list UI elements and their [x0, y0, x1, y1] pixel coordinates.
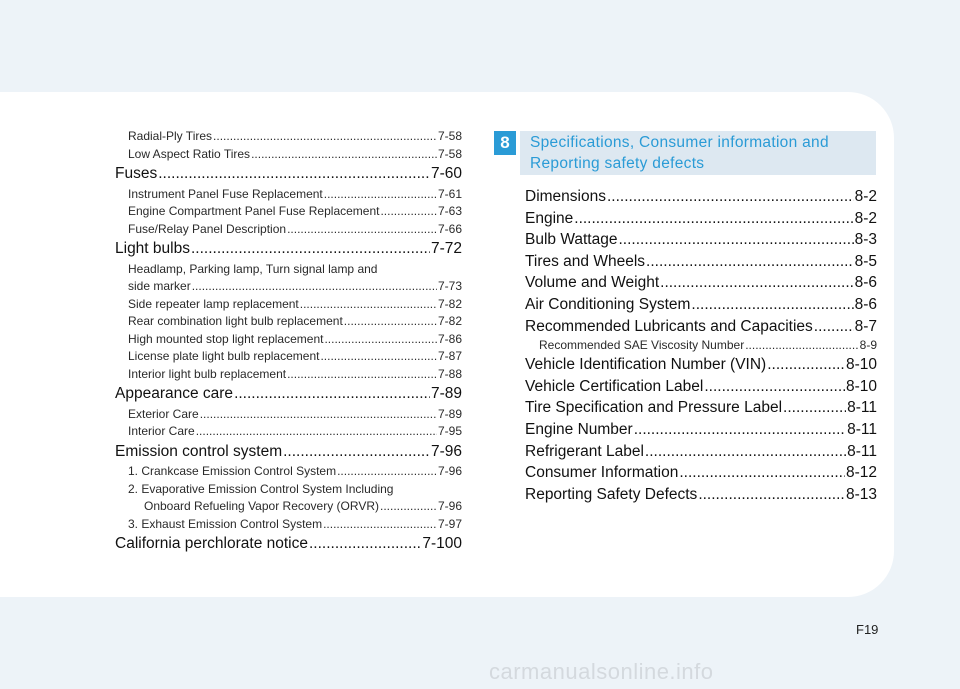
section-page: 8-2 [854, 188, 877, 205]
toc-section[interactable] [525, 294, 877, 316]
section-label: Engine Number [525, 420, 633, 438]
toc-entry[interactable] [115, 423, 462, 441]
entry-page: 7-82 [437, 314, 462, 328]
entry-label: Fuse/Relay Panel Description [128, 221, 287, 236]
entry-page: 7-63 [437, 204, 462, 218]
toc-entry[interactable] [115, 406, 462, 424]
entry-label: 1. Crankcase Emission Control System [128, 464, 337, 478]
section-page: 8-12 [845, 464, 877, 482]
entry-page: 7-88 [437, 366, 462, 381]
toc-section[interactable] [115, 383, 462, 406]
toc-entry[interactable] [115, 348, 462, 366]
section-page: 7-60 [430, 165, 462, 182]
section-label: California perchlorate notice [115, 535, 308, 552]
entry-label: Onboard Refueling Vapor Recovery (ORVR) [144, 499, 379, 513]
entry-page: 7-66 [437, 221, 462, 236]
toc-section[interactable] [115, 533, 462, 556]
entry-label: License plate light bulb replacement [128, 349, 320, 363]
section-page: 7-100 [422, 535, 462, 552]
entry-label: Exterior Care [128, 406, 199, 421]
toc-section[interactable] [525, 354, 877, 376]
toc-section[interactable] [525, 462, 877, 484]
entry-page: 8-9 [859, 338, 877, 353]
section-page: 8-11 [847, 420, 877, 438]
entry-label: Rear combination light bulb replacement [128, 314, 343, 328]
toc-entry[interactable] [115, 296, 462, 314]
entry-page: 7-58 [437, 129, 462, 143]
section-page: 8-7 [854, 317, 877, 335]
section-page: 8-10 [845, 377, 877, 395]
section-label: Air Conditioning System [525, 295, 691, 313]
section-label: Volume and Weight [525, 274, 660, 292]
entry-label: 3. Exhaust Emission Control System [128, 516, 323, 531]
toc-section[interactable] [525, 397, 877, 419]
section-page: 8-5 [854, 252, 877, 270]
toc-entry[interactable] [115, 128, 462, 146]
section-label: Fuses [115, 165, 158, 182]
entry-page: 7-96 [437, 499, 462, 513]
toc-entry[interactable] [115, 146, 462, 164]
entry-page: 7-61 [437, 186, 462, 201]
toc-section[interactable] [525, 251, 877, 273]
entry-label: Engine Compartment Panel Fuse Replacement [128, 204, 380, 218]
toc-entry[interactable] [115, 203, 462, 221]
toc-entry-line[interactable]: Headlamp, Parking lamp, Turn signal lamp and [128, 261, 378, 276]
chapter-title [520, 131, 876, 175]
toc-section[interactable] [525, 186, 877, 208]
entry-label: side marker [128, 279, 191, 293]
toc-entry[interactable] [115, 313, 462, 331]
toc-entry[interactable] [115, 278, 462, 296]
entry-label: Instrument Panel Fuse Replacement [128, 186, 323, 201]
section-page: 7-89 [430, 385, 462, 402]
entry-page: 7-97 [437, 516, 462, 531]
section-label: Recommended Lubricants and Capacities [525, 317, 813, 335]
entry-page: 7-73 [437, 279, 462, 293]
chapter-title-line: Reporting safety defects [530, 154, 705, 172]
toc-entry[interactable] [115, 186, 462, 204]
entry-label: Recommended SAE Viscosity Number [539, 338, 745, 353]
toc-section[interactable] [525, 208, 877, 230]
entry-page: 7-58 [437, 146, 462, 161]
entry-label: High mounted stop light replacement [128, 331, 324, 346]
toc-section[interactable] [525, 376, 877, 398]
section-label: Bulb Wattage [525, 231, 618, 249]
watermark: carmanualsonline.info [489, 659, 714, 684]
entry-page: 7-82 [437, 296, 462, 311]
entry-label: Low Aspect Ratio Tires [128, 146, 251, 161]
toc-entry[interactable] [115, 463, 462, 481]
toc-entry[interactable] [115, 331, 462, 349]
section-page: 8-11 [847, 399, 877, 417]
entry-page: 7-96 [437, 464, 462, 478]
section-label: Reporting Safety Defects [525, 485, 698, 503]
toc-left-column [115, 128, 462, 556]
section-label: Engine [525, 209, 574, 227]
entry-page: 7-89 [437, 406, 462, 421]
toc-entry[interactable] [115, 221, 462, 239]
entry-label: Side repeater lamp replacement [128, 296, 299, 311]
entry-label: Interior light bulb replacement [128, 366, 287, 381]
entry-page: 7-95 [437, 424, 462, 438]
section-page: 7-96 [430, 442, 462, 460]
entry-page: 7-87 [437, 349, 462, 363]
section-page: 8-2 [854, 209, 877, 227]
chapter-number-badge: 8 [494, 131, 516, 155]
toc-section[interactable] [115, 163, 462, 186]
toc-section[interactable] [525, 419, 877, 441]
toc-entry[interactable] [115, 516, 462, 534]
section-label: Dimensions [525, 188, 606, 205]
section-label: Consumer Information [525, 464, 679, 482]
toc-entry[interactable] [525, 337, 877, 354]
toc-section[interactable] [115, 441, 462, 464]
toc-section[interactable] [525, 484, 877, 506]
section-page: 8-6 [854, 295, 877, 313]
toc-section[interactable] [525, 316, 877, 338]
toc-section[interactable] [115, 238, 462, 261]
toc-entry[interactable] [115, 366, 462, 384]
section-page: 8-10 [845, 356, 877, 374]
section-label: Appearance care [115, 385, 234, 402]
section-label: Tires and Wheels [525, 252, 646, 270]
chapter-title-line: Specifications, Consumer information and [530, 134, 829, 151]
toc-entry[interactable] [115, 498, 462, 516]
section-label: Tire Specification and Pressure Label [525, 399, 783, 417]
toc-entry-line[interactable]: 2. Evaporative Emission Control System Including [128, 481, 394, 496]
page-number: F19 [856, 622, 879, 637]
section-label: Vehicle Certification Label [525, 377, 704, 395]
section-page: 8-3 [854, 231, 877, 249]
section-label: Vehicle Identification Number (VIN) [525, 356, 767, 374]
section-page: 8-13 [845, 485, 877, 503]
section-label: Emission control system [115, 442, 283, 460]
toc-section[interactable] [525, 441, 877, 463]
section-page: 8-6 [854, 274, 877, 292]
entry-label: Radial-Ply Tires [128, 129, 213, 143]
section-label: Light bulbs [115, 240, 190, 257]
toc-section[interactable] [525, 272, 877, 294]
section-page: 7-72 [430, 240, 462, 257]
toc-section[interactable] [525, 229, 877, 251]
entry-page: 7-86 [437, 331, 462, 346]
entry-label: Interior Care [128, 424, 195, 438]
section-page: 8-11 [847, 442, 877, 460]
toc-right-column [525, 186, 877, 505]
section-label: Refrigerant Label [525, 442, 644, 460]
